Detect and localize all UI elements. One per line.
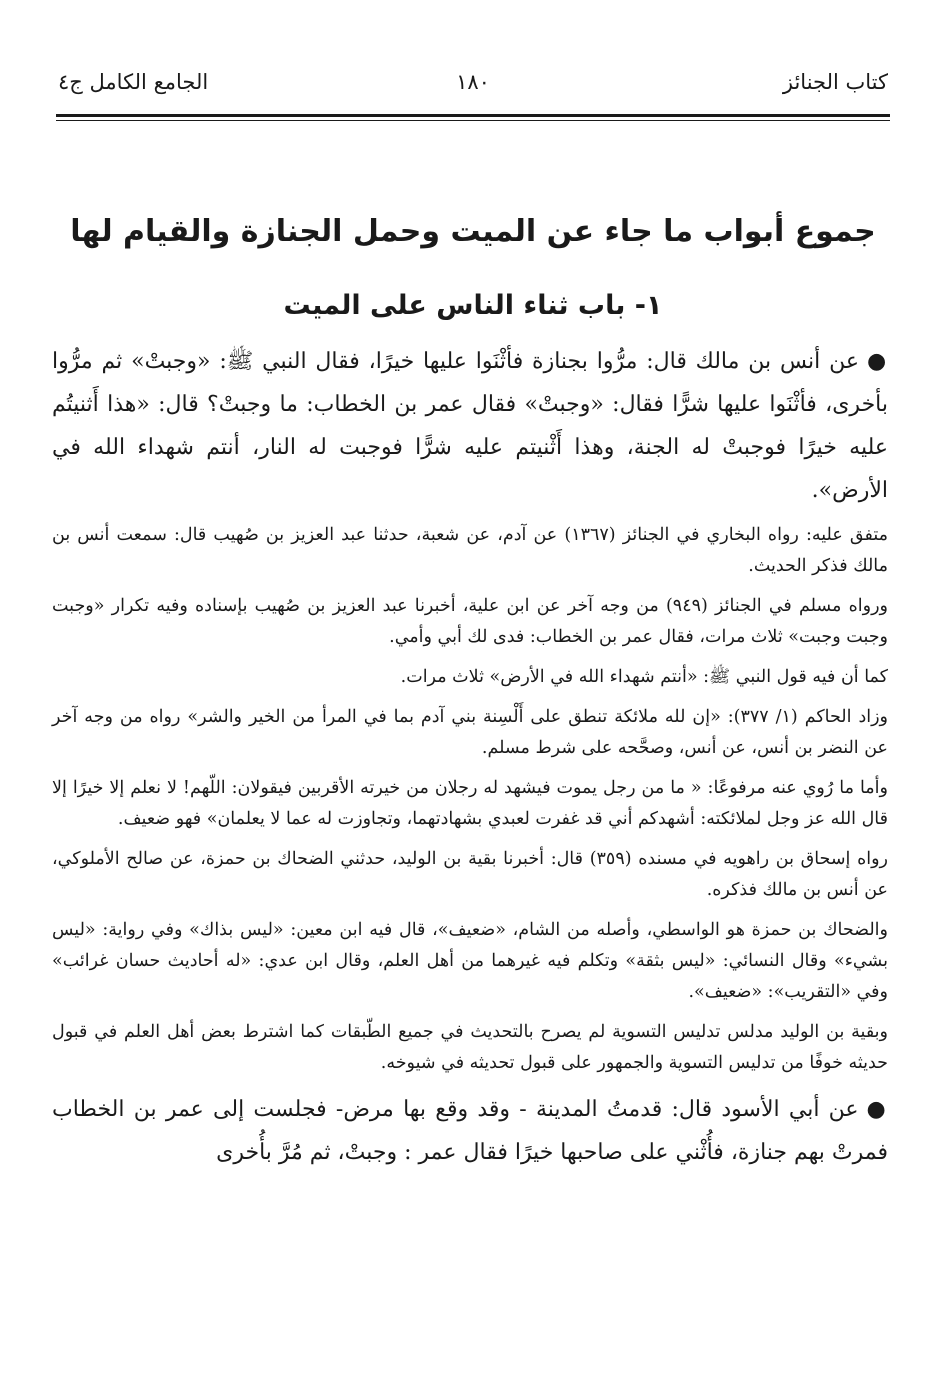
header-rule-thick [56, 114, 890, 117]
note-paragraph: ورواه مسلم في الجنائز (٩٤٩) من وجه آخر عن ابن علية، أخبرنا عبد العزيز بن صُهيب بإسناده وفيه تكرار «وجبت وجبت وجبت» ثلاث مرات، فقال عمر بن الخطاب: فدى لك أبي وأمي. [52, 596, 888, 647]
note-paragraph: وبقية بن الوليد مدلس تدليس التسوية لم يصرح بالتحديث في جميع الطّبقات كما اشترط بعض أهل العلم في قبول حديثه خوفًا من تدليس التسوية والجمهور على قبول تحديثه في شيوخه. [52, 1022, 888, 1073]
bullet-marker: ● [866, 1096, 888, 1122]
note-paragraph: متفق عليه: رواه البخاري في الجنائز (١٣٦٧) عن آدم، عن شعبة، حدثنا عبد العزيز بن صُهيب قال: سمعت أنس بن مالك فذكر الحديث. [52, 525, 888, 576]
chapter-heading: ١- باب ثناء الناس على الميت [283, 290, 663, 321]
page-number: ١٨٠ [456, 70, 490, 94]
book-title: الجامع الكامل ج٤ [58, 70, 209, 94]
body-text [52, 340, 888, 1182]
note-paragraph: وزاد الحاكم (١/ ٣٧٧): «إن لله ملائكة تنطق على أَلْسِنة بني آدم بما في المرأ من الخير والشر» رواه من وجه آخر عن النضر بن أنس، عن أنس، وصحَّحه على شرط مسلم. [52, 707, 888, 758]
bullet-marker: ● [866, 348, 888, 374]
hadith-paragraph [52, 340, 888, 512]
note-paragraph: رواه إسحاق بن راهويه في مسنده (٣٥٩) قال: أخبرنا بقية بن الوليد، حدثني الضحاك بن حمزة، عن صالح الأملوكي، عن أنس بن مالك فذكره. [52, 849, 888, 900]
book-section-title: كتاب الجنائز [782, 70, 888, 94]
note-paragraph: والضحاك بن حمزة هو الواسطي، وأصله من الشام، «ضعيف»، قال فيه ابن معين: «ليس بذاك» وفي رواية: «ليس بشيء» وقال النسائي: «ليس بثقة» وتكلم فيه غيرهما من أهل العلم، وقال ابن عدي: «له أحاديث حسان غرائب» وفي «التقريب»: «ضعيف». [52, 920, 888, 1002]
note-paragraph: كما أن فيه قول النبي ﷺ: «أنتم شهداء الله في الأرض» ثلاث مرات. [400, 667, 888, 687]
hadith-paragraph [52, 1088, 888, 1174]
hadith-text: عن أبي الأسود قال: قدمتُ المدينة - وقد وقع بها مرض- فجلست إلى عمر بن الخطاب فمرتْ بهم جنازة، فأُثْني على صاحبها خيرًا فقال عمر : وجبتْ، ثم مُرَّ بأُخرى [52, 1097, 888, 1165]
main-heading: جموع أبواب ما جاء عن الميت وحمل الجنازة والقيام لها [70, 214, 876, 249]
hadith-text: عن أنس بن مالك قال: مرُّوا بجنازة فأثْنَوا عليها خيرًا، فقال النبي ﷺ: «وجبتْ» ثم مرُّوا بأخرى، فأثْنَوا عليها شرًّا فقال: «وجبتْ» فقال عمر بن الخطاب: ما وجبتْ؟ قال: «هذا أَثنيتُم عليه خيرًا فوجبتْ له الجنة، وهذا أَثْنيتم عليه شرًّا فوجبت له النار، أنتم شهداء الله في الأرض». [52, 349, 888, 503]
header-rule-thin [56, 120, 890, 121]
running-head [58, 70, 888, 110]
note-paragraph: وأما ما رُوي عنه مرفوعًا: « ما من رجل يموت فيشهد له رجلان من خيرته الأقربين فيقولان: اللّهم! لا نعلم إلا خيرًا إلا قال الله عز وجل لملائكته: أشهدكم أني قد غفرت لعبدي بشهادتهما، وتجاوزت له عما لا يعلمان» فهو ضعيف. [52, 778, 888, 829]
